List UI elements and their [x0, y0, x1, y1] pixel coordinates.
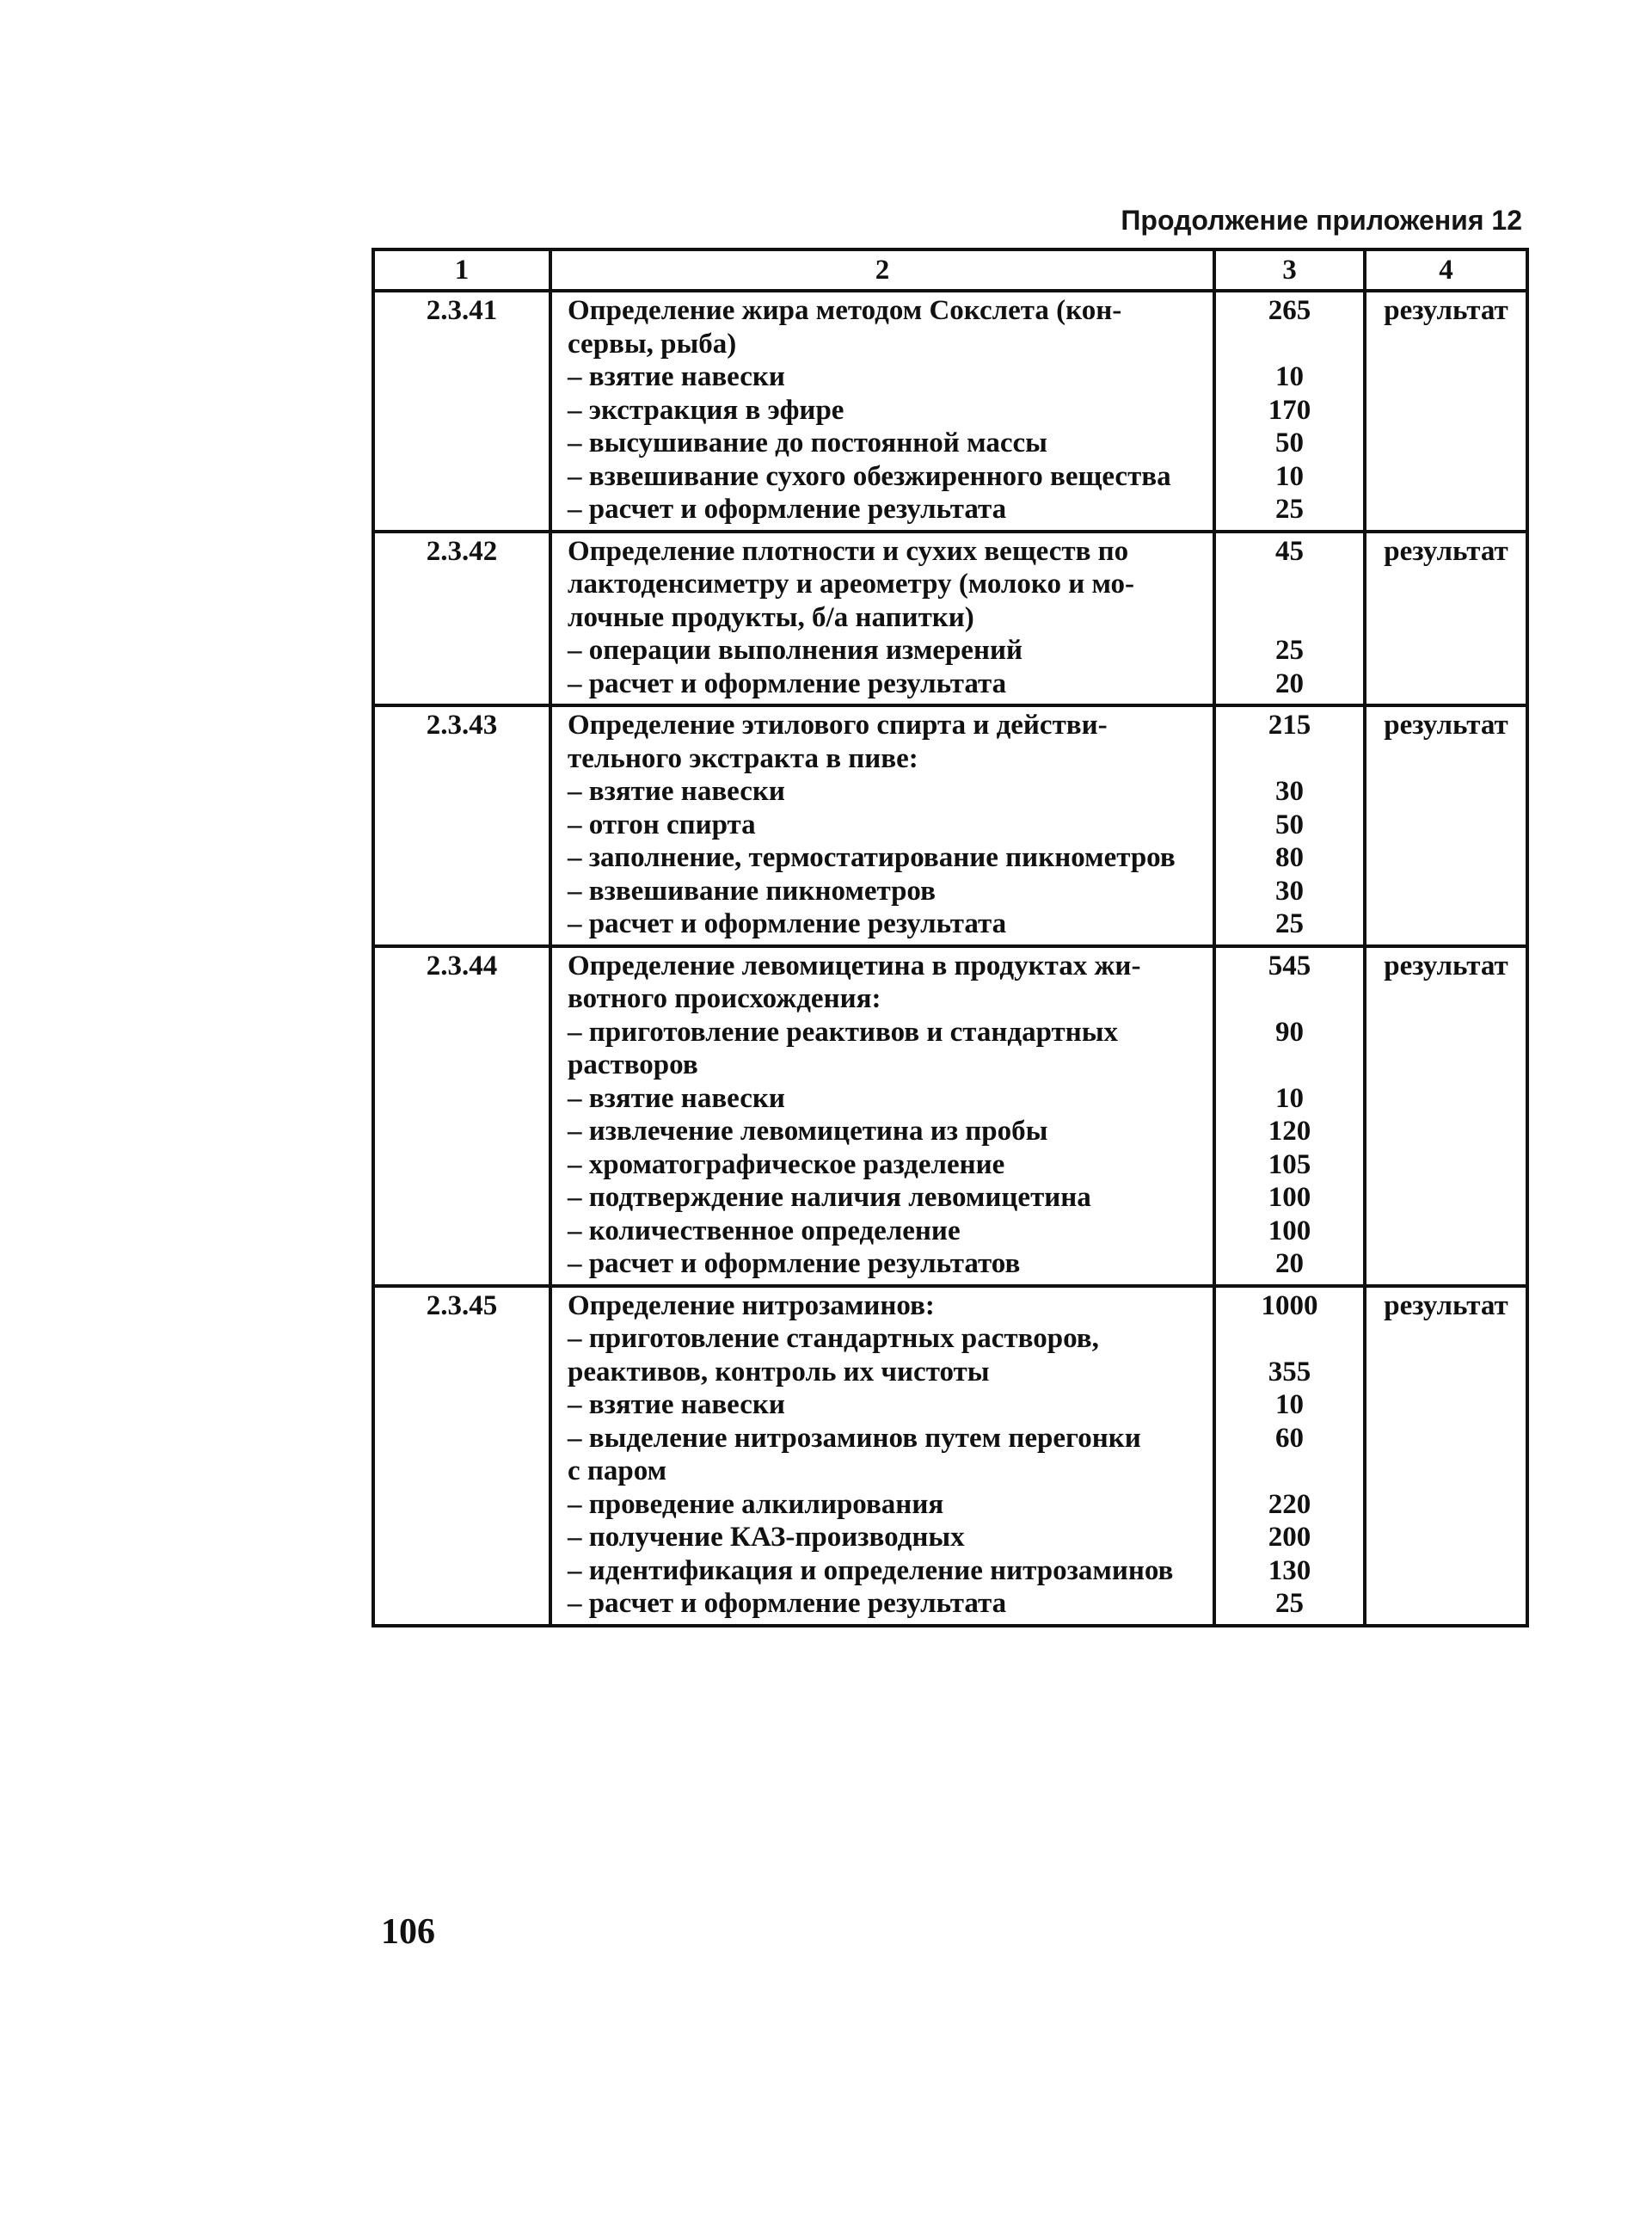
description-line: – проведение алкилирования [568, 1488, 944, 1520]
time-value [1216, 328, 1363, 361]
time-value: 60 [1275, 1422, 1304, 1454]
description-line: Определение нитрозаминов: [568, 1289, 935, 1321]
unit-cell [1365, 705, 1527, 946]
description-line: – расчет и оформление результата [568, 908, 1007, 939]
unit-label: результат [1384, 295, 1508, 326]
time-value [1216, 742, 1363, 776]
description-cell [550, 1286, 1214, 1626]
unit-label: результат [1384, 1289, 1508, 1321]
table-row [373, 532, 1527, 706]
time-value [1216, 601, 1363, 635]
item-number: 2.3.43 [426, 710, 498, 741]
unit-label: результат [1384, 535, 1508, 567]
description-cell [550, 946, 1214, 1286]
time-value [1216, 1322, 1363, 1356]
time-value: 10 [1275, 460, 1304, 492]
time-value: 10 [1275, 361, 1304, 392]
table-row [373, 1286, 1527, 1626]
description-line: лактоденсиметру и ареометру (молоко и мо- [568, 569, 1135, 600]
item-number-cell [373, 705, 550, 946]
item-number: 2.3.45 [426, 1289, 498, 1321]
time-value: 355 [1268, 1356, 1311, 1387]
time-value: 215 [1268, 710, 1311, 741]
table-row [373, 705, 1527, 946]
description-line: сервы, рыба) [568, 328, 737, 360]
description-line: – идентификация и определение нитрозаминов [568, 1554, 1174, 1586]
description-line: реактивов, контроль их чистоты [568, 1356, 990, 1387]
time-value-cell [1214, 1286, 1365, 1626]
time-value: 80 [1275, 842, 1304, 873]
time-value: 1000 [1261, 1289, 1318, 1321]
description-line: – взвешивание сухого обезжиренного вещества [568, 460, 1171, 492]
description-line: Определение жира методом Сокслета (кон- [568, 295, 1122, 326]
time-value: 170 [1268, 394, 1311, 426]
description-line: – экстракция в эфире [568, 394, 844, 426]
time-value: 25 [1275, 635, 1304, 666]
time-value [1216, 982, 1363, 1016]
time-value: 20 [1275, 1248, 1304, 1279]
time-value: 25 [1275, 908, 1304, 939]
time-value: 45 [1275, 535, 1304, 567]
item-number-cell [373, 946, 550, 1286]
description-line: – получение КАЗ-производных [568, 1522, 965, 1553]
description-line: – приготовление реактивов и стандартных [568, 1016, 1119, 1048]
time-value: 10 [1275, 1082, 1304, 1114]
description-line: – высушивание до постоянной массы [568, 428, 1047, 458]
time-value: 25 [1275, 494, 1304, 525]
description-line: – выделение нитрозаминов путем перегонки [568, 1422, 1141, 1454]
description-line: вотного происхождения: [568, 983, 881, 1014]
description-line: Определение этилового спирта и действи- [568, 710, 1108, 741]
time-value: 120 [1268, 1116, 1311, 1147]
description-line: Определение плотности и сухих веществ по [568, 535, 1129, 567]
item-number-cell [373, 291, 550, 532]
time-value: 25 [1275, 1588, 1304, 1619]
description-line: – расчет и оформление результата [568, 668, 1007, 699]
appendix-table [372, 248, 1529, 1627]
description-line: Определение левомицетина в продуктах жи- [568, 950, 1141, 981]
time-value: 545 [1268, 950, 1311, 981]
time-value-cell [1214, 705, 1365, 946]
item-number: 2.3.44 [426, 950, 498, 981]
item-number: 2.3.42 [426, 535, 498, 567]
time-value: 30 [1275, 875, 1304, 907]
table-row [373, 946, 1527, 1286]
description-line: с паром [568, 1455, 667, 1486]
description-line: – заполнение, термостатирование пикнометров [568, 842, 1176, 873]
description-cell [550, 532, 1214, 706]
time-value: 200 [1268, 1522, 1311, 1553]
description-line: – подтверждение наличия левомицетина [568, 1182, 1091, 1213]
unit-cell [1365, 291, 1527, 532]
unit-cell [1365, 532, 1527, 706]
table-header [373, 249, 1527, 291]
description-line: растворов [568, 1049, 698, 1080]
column-header-2: 2 [550, 249, 1214, 291]
description-line: – количественное определение [568, 1215, 961, 1246]
description-line: лочные продукты, б/а напитки) [568, 601, 974, 633]
table-row [373, 291, 1527, 532]
description-line: – отгон спирта [568, 809, 756, 840]
time-value: 50 [1275, 428, 1304, 458]
time-value: 20 [1275, 668, 1304, 699]
description-line: – извлечение левомицетина из пробы [568, 1116, 1048, 1147]
time-value-cell [1214, 532, 1365, 706]
time-value [1216, 1049, 1363, 1082]
table-body [373, 291, 1527, 1626]
description-line: – расчет и оформление результата [568, 494, 1007, 525]
description-line: – взвешивание пикнометров [568, 875, 936, 907]
time-value: 130 [1268, 1554, 1311, 1586]
column-header-3: 3 [1214, 249, 1365, 291]
description-line: – взятие навески [568, 776, 785, 807]
item-number-cell [373, 532, 550, 706]
time-value: 10 [1275, 1389, 1304, 1420]
time-value: 90 [1275, 1016, 1304, 1048]
description-cell [550, 705, 1214, 946]
time-value [1216, 1455, 1363, 1488]
description-line: – взятие навески [568, 1082, 785, 1114]
time-value: 220 [1268, 1488, 1311, 1520]
continuation-header: Продолжение приложения 12 [1121, 205, 1522, 236]
description-line: – расчет и оформление результатов [568, 1248, 1021, 1279]
time-value: 50 [1275, 809, 1304, 840]
description-line: тельного экстракта в пиве: [568, 742, 918, 774]
item-number: 2.3.41 [426, 295, 498, 326]
description-line: – операции выполнения измерений [568, 635, 1023, 666]
column-number-row [373, 249, 1527, 291]
unit-label: результат [1384, 950, 1508, 981]
time-value: 105 [1268, 1148, 1311, 1180]
time-value: 30 [1275, 776, 1304, 807]
column-header-4: 4 [1365, 249, 1527, 291]
description-cell [550, 291, 1214, 532]
description-line: – взятие навески [568, 1389, 785, 1420]
description-line: – хроматографическое разделение [568, 1148, 1005, 1180]
time-value [1216, 568, 1363, 601]
unit-cell [1365, 1286, 1527, 1626]
description-line: – расчет и оформление результата [568, 1588, 1007, 1619]
page-number: 106 [381, 1912, 435, 1952]
item-number-cell [373, 1286, 550, 1626]
description-line: – приготовление стандартных растворов, [568, 1323, 1099, 1354]
time-value-cell [1214, 946, 1365, 1286]
column-header-1: 1 [373, 249, 550, 291]
description-line: – взятие навески [568, 361, 785, 392]
time-value-cell [1214, 291, 1365, 532]
time-value: 100 [1268, 1215, 1311, 1246]
time-value: 100 [1268, 1182, 1311, 1213]
unit-label: результат [1384, 710, 1508, 741]
time-value: 265 [1268, 295, 1311, 326]
unit-cell [1365, 946, 1527, 1286]
